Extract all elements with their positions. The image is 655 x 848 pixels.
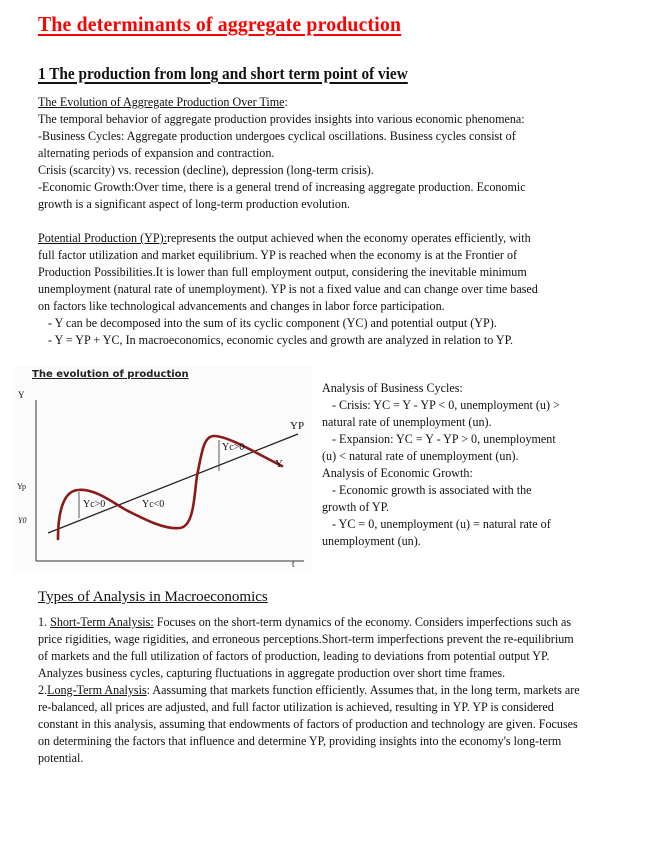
evolution-figure xyxy=(14,366,312,572)
analysis-line: (u) < natural rate of unemployment (un). xyxy=(322,449,519,463)
analysis-line: natural rate of unemployment (un). xyxy=(322,415,492,429)
paragraph-line: -Business Cycles: Aggregate production undergoes cyclical oscillations. Business cycles consist of xyxy=(38,129,516,143)
paragraph-text: Focuses on the short-term dynamics of the economy. Considers imperfections such as xyxy=(153,615,572,629)
analysis-line: Analysis of Economic Growth: xyxy=(322,466,473,480)
label-suffix: : xyxy=(284,95,288,109)
y-output-curve xyxy=(58,436,282,539)
analysis-line: Analysis of Business Cycles: xyxy=(322,381,463,395)
paragraph-line: Crisis (scarcity) vs. recession (decline), depression (long-term crisis). xyxy=(38,163,374,177)
list-number: 1. xyxy=(38,615,51,629)
x-axis-label: t xyxy=(292,559,295,569)
figure-title: The evolution of production xyxy=(32,369,189,380)
list-number: 2. xyxy=(38,683,48,697)
expansion-annotation-2: Yc>0 xyxy=(222,442,245,453)
long-term-paragraph xyxy=(38,682,653,767)
expansion-annotation-1: Yc>0 xyxy=(83,499,106,510)
paragraph-line: Production Possibilities.It is lower than full employment output, considering the inevitable minimum xyxy=(38,265,527,279)
side-analysis xyxy=(322,380,612,550)
y-curve-label: Y xyxy=(275,458,283,470)
paragraph-line: alternating periods of expansion and contraction. xyxy=(38,146,275,160)
recession-annotation: Yc<0 xyxy=(142,499,165,510)
analysis-line: unemployment (un). xyxy=(322,534,421,548)
evolution-label: The Evolution of Aggregate Production Over Time xyxy=(38,95,285,109)
paragraph-line: price rigidities, wage rigidities, and erroneous perceptions.Short-term imperfections prevent the re-equilibrium xyxy=(38,632,574,646)
potential-production-paragraph xyxy=(38,230,598,349)
paragraph-line: The temporal behavior of aggregate production provides insights into various economic phenomena: xyxy=(38,112,525,126)
section-heading: 1 The production from long and short term point of view xyxy=(38,64,408,83)
paragraph-line: re-balanced, all prices are adjusted, and full factor utilization is achieved, resulting in YP. YP is considered xyxy=(38,700,554,714)
analysis-line: - Crisis: YC = Y - YP < 0, unemployment (u) > xyxy=(332,398,560,412)
bullet-line: - Y can be decomposed into the sum of its cyclic component (YC) and potential output (YP). xyxy=(48,316,497,330)
production-chart-svg xyxy=(14,366,312,572)
paragraph-text: : Aassuming that markets function efficiently. Assumes that, in the long term, markets are xyxy=(146,683,580,697)
paragraph-line: on determining the factors that influence and determine YP, providing insights into the economy's long-term xyxy=(38,734,562,748)
paragraph-line: of markets and the full utilization of factors of production, leading to deviations from potential output YP. xyxy=(38,649,550,663)
potential-label: Potential Production (YP): xyxy=(38,231,167,245)
short-term-paragraph xyxy=(38,614,648,682)
y-axis-label: Y xyxy=(18,390,25,400)
paragraph-line: full factor utilization and market equilibrium. YP is reached when the economy is at the Frontier of xyxy=(38,248,518,262)
paragraph-line: Analyzes business cycles, capturing fluctuations in aggregate production over short time frames. xyxy=(38,666,506,680)
bullet-line: - Y = YP + YC, In macroeconomics, economic cycles and growth are analyzed in relation to YP. xyxy=(48,333,513,347)
analysis-line: - YC = 0, unemployment (u) = natural rate of xyxy=(332,517,551,531)
document-title: The determinants of aggregate production xyxy=(38,12,402,36)
paragraph-line: growth is a significant aspect of long-term production evolution. xyxy=(38,197,351,211)
yp-curve-label: YP xyxy=(290,420,305,432)
paragraph-line: constant in this analysis, assuming that endowments of factors of production and technology are given. Focuses xyxy=(38,717,578,731)
evolution-paragraph xyxy=(38,94,598,213)
analysis-line: - Expansion: YC = Y - YP > 0, unemployment xyxy=(332,432,556,446)
short-term-label: Short-Term Analysis: xyxy=(50,615,154,629)
long-term-label: Long-Term Analysis xyxy=(47,683,147,697)
paragraph-text: represents the output achieved when the economy operates efficiently, with xyxy=(167,231,531,245)
yp-tick-label: Yp xyxy=(17,482,27,491)
paragraph-line: -Economic Growth:Over time, there is a general trend of increasing aggregate production. Economic xyxy=(38,180,526,194)
types-of-analysis-heading: Types of Analysis in Macroeconomics xyxy=(38,589,268,605)
paragraph-line: potential. xyxy=(38,751,84,765)
paragraph-line: unemployment (natural rate of unemployment). YP is not a fixed value and can change over time based xyxy=(38,282,538,296)
analysis-line: - Economic growth is associated with the xyxy=(332,483,532,497)
yp-trend-line xyxy=(48,434,298,533)
paragraph-line: on factors like technological advancements and changes in labor force participation. xyxy=(38,299,445,313)
analysis-line: growth of YP. xyxy=(322,500,390,514)
y0-tick-label: Y0 xyxy=(18,516,27,525)
